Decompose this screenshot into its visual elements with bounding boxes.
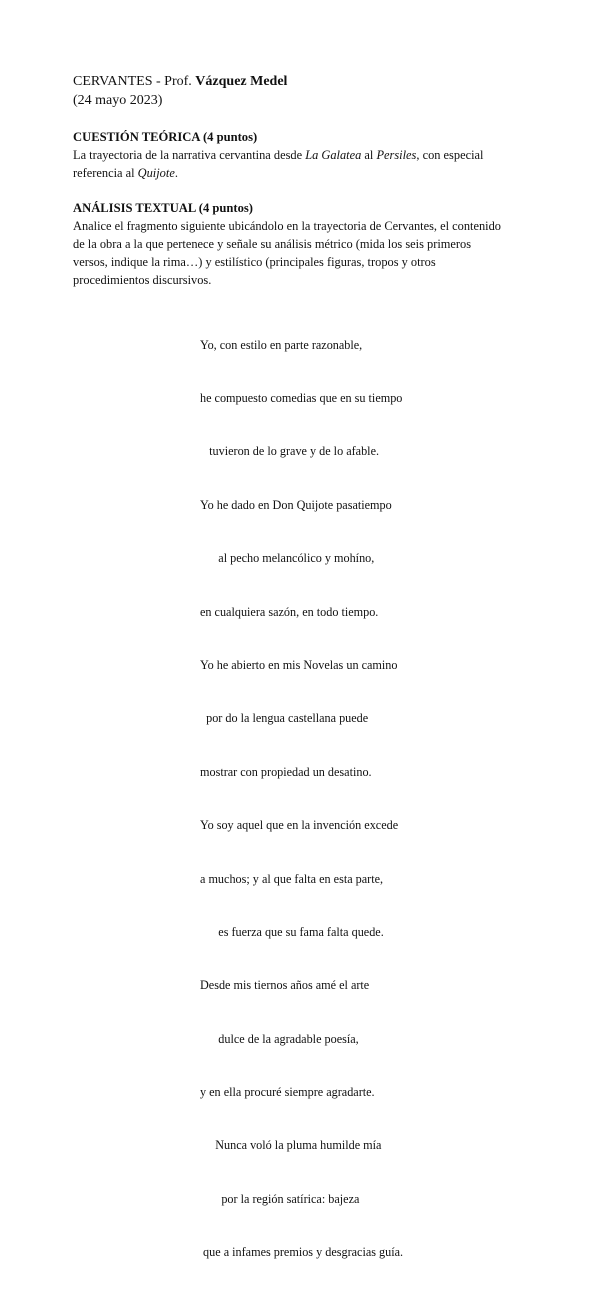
- textual-line: procedimientos discursivos.: [73, 273, 212, 287]
- teorica-question: [73, 146, 533, 182]
- teorica-text-2: al: [361, 148, 377, 162]
- exam-header: [73, 72, 287, 110]
- textual-line: versos, indique la rima…) y estilístico (principales figuras, tropos y otros: [73, 255, 436, 269]
- textual-line: Analice el fragmento siguiente ubicándolo en la trayectoria de Cervantes, el contenido: [73, 219, 501, 233]
- teorica-work-1: La Galatea: [305, 148, 362, 162]
- textual-heading: ANÁLISIS TEXTUAL (4 puntos): [73, 201, 253, 215]
- course-title: CERVANTES - Prof.: [73, 74, 192, 89]
- teorica-text-5: .: [174, 166, 178, 180]
- poem-verse: por la región satírica: bajeza: [200, 1191, 360, 1206]
- poem-verse: tuvieron de lo grave y de lo afable.: [200, 444, 380, 459]
- poem-verse: y en ella procuré siempre agradarte.: [200, 1085, 375, 1100]
- poem-verse: Desde mis tiernos años amé el arte: [200, 978, 370, 993]
- textual-line: de la obra a la que pertenece y señale su análisis métrico (mida los seis primeros: [73, 237, 472, 251]
- poem-verse: a muchos; y al que falta en esta parte,: [200, 871, 384, 886]
- poem-verse: que a infames premios y desgracias guía.: [200, 1245, 404, 1260]
- teorica-text-1: La trayectoria de la narrativa cervantina desde: [73, 148, 306, 162]
- poem-verse: Nunca voló la pluma humilde mía: [200, 1138, 382, 1153]
- section-teorica: [73, 128, 533, 182]
- teorica-work-2: Persiles: [376, 148, 417, 162]
- teorica-heading: CUESTIÓN TEÓRICA (4 puntos): [73, 130, 258, 144]
- poem-verse: Yo soy aquel que en la invención excede: [200, 818, 399, 833]
- poem-fragment: [200, 301, 403, 1298]
- poem-verse: al pecho melancólico y mohíno,: [200, 551, 375, 566]
- poem-verse: dulce de la agradable poesía,: [200, 1031, 359, 1046]
- poem-verse: he compuesto comedias que en su tiempo: [200, 390, 403, 405]
- poem-verse: mostrar con propiedad un desatino.: [200, 764, 372, 779]
- poem-verse: en cualquiera sazón, en todo tiempo.: [200, 604, 379, 619]
- teorica-text-4: referencia al: [73, 166, 138, 180]
- course-line: [73, 72, 287, 91]
- poem-verse: por do la lengua castellana puede: [200, 711, 369, 726]
- teorica-text-3: , con especial: [416, 148, 484, 162]
- professor-name: Vázquez Medel: [195, 74, 288, 89]
- exam-date: (24 mayo 2023): [73, 93, 163, 108]
- section-textual: [73, 199, 533, 289]
- teorica-work-3: Quijote: [137, 166, 175, 180]
- poem-verse: Yo, con estilo en parte razonable,: [200, 337, 363, 352]
- poem-verse: es fuerza que su fama falta quede.: [200, 924, 384, 939]
- poem-verse: Yo he dado en Don Quijote pasatiempo: [200, 497, 392, 512]
- poem-verse: Yo he abierto en mis Novelas un camino: [200, 657, 398, 672]
